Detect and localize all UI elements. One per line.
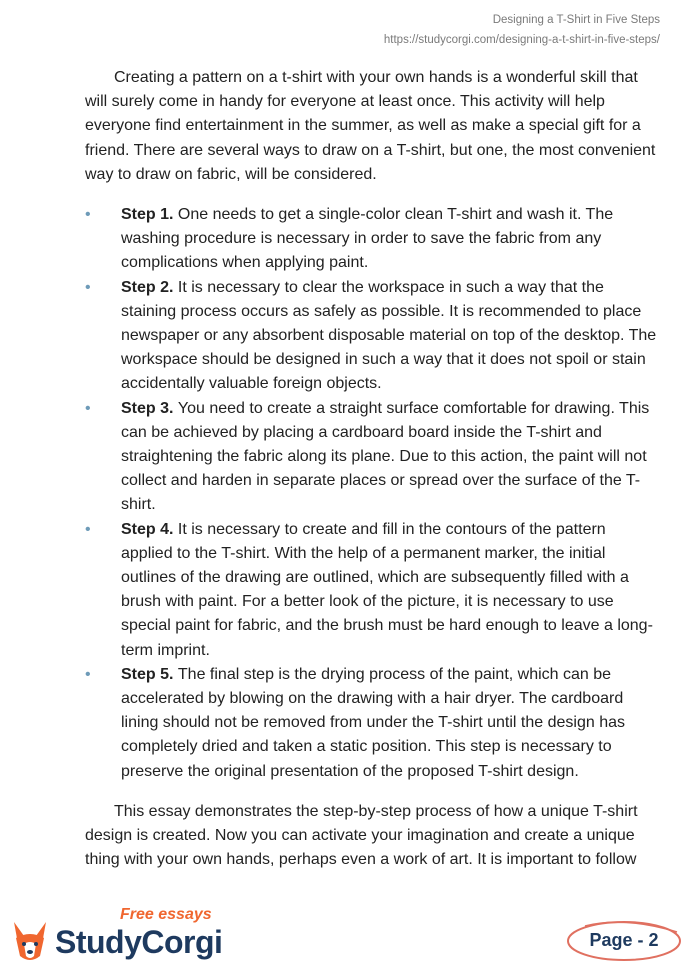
- step-label: Step 3.: [121, 399, 178, 417]
- step-label: Step 4.: [121, 520, 178, 538]
- bullet-icon: •: [85, 206, 91, 224]
- step-text: It is necessary to clear the workspace in such a way that the staining process occurs as safely as possible. It is recommended to place newspaper or any absorbent disposable material on top of the desktop. The workspace should be designed in such a way that it does not spoil or stain accidentally valuable foreign objects.: [121, 278, 657, 393]
- page-number: Page - 2: [589, 929, 659, 950]
- conclusion-paragraph: This essay demonstrates the step-by-step process of how a unique T-shirt design is created. Now you can activate your imagination and create a unique thing with your own hands, perhaps even a work of art. It is important to follow: [85, 802, 638, 869]
- header-title: Designing a T-Shirt in Five Steps: [492, 14, 660, 26]
- bullet-icon: •: [85, 278, 91, 296]
- steps-list: [85, 203, 660, 784]
- step-label: Step 2.: [121, 278, 178, 296]
- step-label: Step 1.: [121, 206, 178, 224]
- header-url[interactable]: https://studycorgi.com/designing-a-t-shirt-in-five-steps/: [383, 34, 660, 46]
- bullet-icon: •: [85, 520, 91, 538]
- corgi-icon: [10, 918, 50, 964]
- bullet-icon: •: [85, 399, 91, 417]
- studycorgi-logo[interactable]: [10, 906, 223, 962]
- list-item: [85, 276, 660, 397]
- step-text: It is necessary to create and fill in the contours of the pattern applied to the T-shirt. With the help of a permanent marker, the initial outlines of the drawing are outlined, which are subsequently filled with a brush with paint. For a better look of the picture, it is necessary to use special paint for fabric, and the brush must be hard enough to leave a long-term imprint.: [121, 520, 653, 659]
- list-item: [85, 203, 660, 276]
- brand-name: StudyCorgi: [55, 924, 223, 960]
- free-essays-tagline: Free essays: [120, 906, 212, 923]
- step-text: The final step is the drying process of the paint, which can be accelerated by blowing on the drawing with a hair dryer. The cardboard lining should not be removed from under the T-shirt until the design has completely dried and taken a static position. This step is necessary to preserve the original presentation of the proposed T-shirt design.: [121, 665, 625, 780]
- list-item: [85, 518, 660, 663]
- step-text: You need to create a straight surface comfortable for drawing. This can be achieved by placing a cardboard board inside the T-shirt and straightening the fabric along its plane. Due to this action, the paint will not collect and harden in separate places or spread over the surface of the T-shirt.: [121, 399, 650, 514]
- step-text: One needs to get a single-color clean T-shirt and wash it. The washing procedure is necessary in order to save the fabric from any complications when applying paint.: [121, 206, 614, 272]
- list-item: [85, 663, 660, 784]
- list-item: [85, 397, 660, 518]
- intro-paragraph: Creating a pattern on a t-shirt with your own hands is a wonderful skill that will surely come in handy for everyone at least once. This activity will help everyone find entertainment in the summer, as well as make a special gift for a friend. There are several ways to draw on a T-shirt, but one, the most convenient way to draw on fabric, will be considered.: [85, 69, 656, 183]
- page-number-badge: [565, 918, 683, 962]
- bullet-icon: •: [85, 665, 91, 683]
- step-label: Step 5.: [121, 665, 178, 683]
- document-body: [85, 66, 660, 873]
- page-header: [384, 10, 660, 50]
